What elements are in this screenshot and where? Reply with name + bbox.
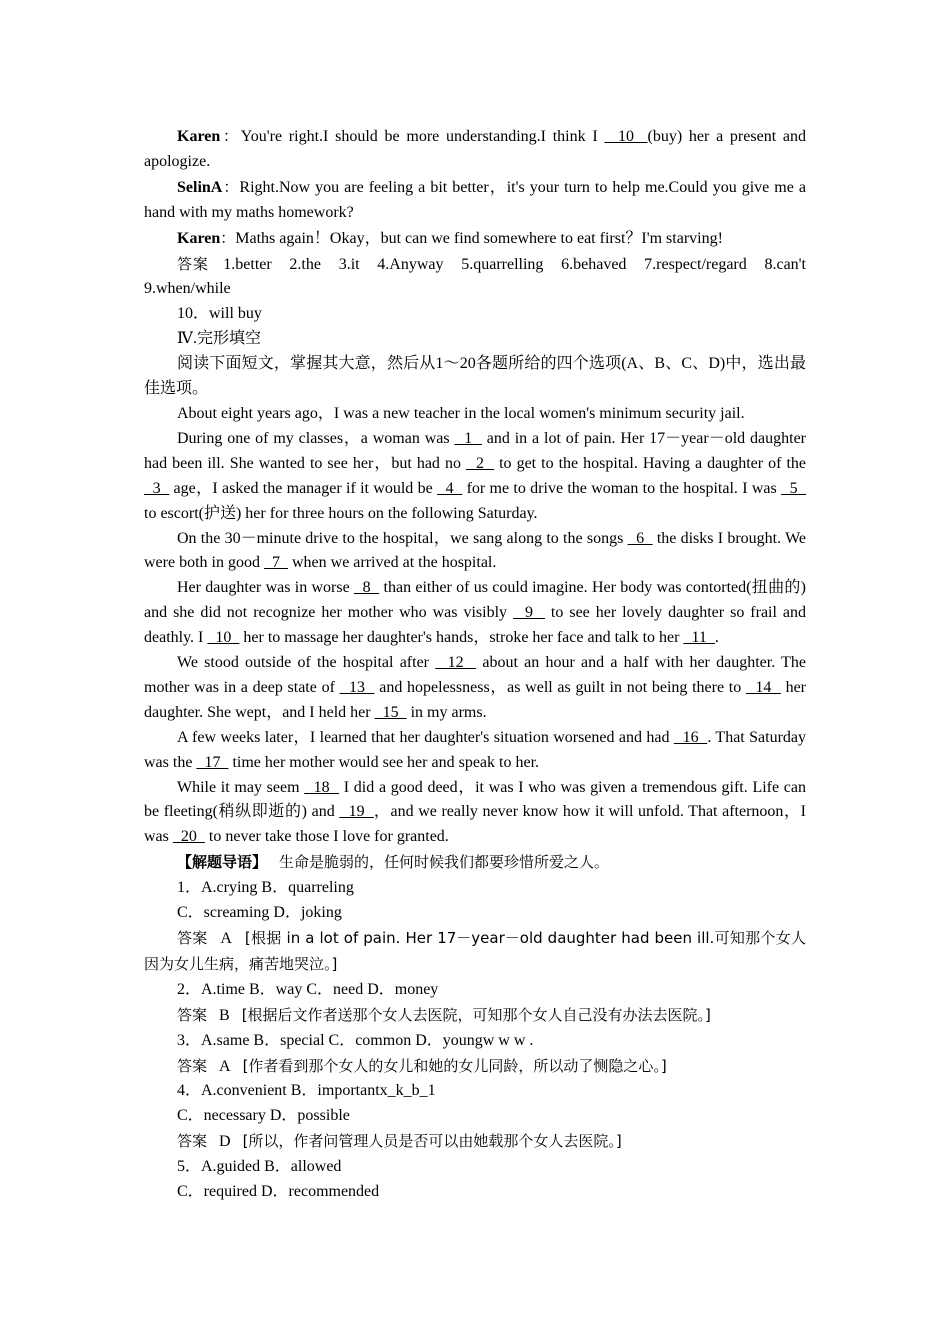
passage-text: than either of us could imagine. Her body was contorted(扭曲的) and she did not recognize her mother who was visibly	[144, 579, 807, 622]
passage-text: .	[714, 629, 719, 647]
cloze-blank: 16	[673, 728, 708, 746]
cloze-blank: 7	[263, 554, 288, 572]
answer-choice: B	[219, 1006, 230, 1024]
section-title-text: Ⅳ.完形填空	[177, 330, 261, 348]
cloze-blank: 15	[374, 703, 407, 721]
passage-paragraph	[144, 651, 806, 726]
dialog-text: Right.Now you are feeling a bit better，it's your turn to help me.Could you give me a hand with my maths homework?	[144, 178, 806, 221]
options-text: 4．A.convenient B．importantx_k_b_1	[177, 1082, 436, 1100]
guide-text: 生命是脆弱的，任何时候我们都要珍惜所爱之人。	[279, 853, 610, 872]
passage-text: About eight years ago，I was a new teacher in the local women's minimum security jail.	[177, 404, 745, 422]
question-options	[144, 1180, 806, 1205]
passage-text: A few weeks later，I learned that her daughter's situation worsened and had	[177, 728, 674, 746]
cloze-blank: 9	[513, 604, 545, 622]
passage-text: to never take those I love for granted.	[204, 828, 449, 846]
cloze-blank: 11	[683, 629, 715, 647]
passage-text: I did a good deed，it was I who was given a tremendous gift. Life can be fleeting(稍纵即逝的) and	[144, 778, 807, 821]
answers-line	[144, 302, 806, 327]
cloze-blank: 8	[354, 579, 380, 597]
options-text: 1．A.crying B．quarreling	[177, 879, 354, 897]
answers-text: 1.better 2.the 3.it 4.Anyway 5.quarrelling 6.behaved 7.respect/regard 8.can't 9.when/while	[144, 255, 823, 298]
options-text: 2．A.time B．way C．need D．money	[177, 980, 439, 998]
dialog-line	[144, 175, 806, 226]
passage-text: about an hour and a half with her daughter. The mother was in a deep state of	[144, 654, 807, 696]
question-answer	[144, 1054, 806, 1080]
answer-explanation: [所以，作者问管理人员是否可以由她载那个女人去医院。]	[242, 1132, 622, 1151]
answer-choice: A	[219, 1057, 231, 1075]
question-options	[144, 1155, 806, 1180]
question-options	[144, 1104, 806, 1129]
answer-explanation: [根据 in a lot of pain. Her 17－year－old daughter had been ill.可知那个女人因为女儿生病，痛苦地哭泣。]	[144, 929, 806, 973]
passage-text: While it may seem	[177, 778, 305, 796]
question-options	[144, 876, 806, 901]
passage-text: to get to the hospital. Having a daughter of the	[494, 454, 807, 472]
speaker-separator: ：	[220, 228, 236, 247]
question-options	[144, 978, 806, 1003]
speaker-name: SelinA	[177, 178, 223, 196]
question-options	[144, 1029, 806, 1054]
passage-text: to see her lovely daughter so frail and deathly. I	[144, 604, 807, 647]
section-title	[144, 327, 806, 352]
answers-label: 答案	[177, 254, 209, 273]
guide-line	[144, 850, 806, 876]
passage-text: On the 30－minute drive to the hospital，we sang along to the songs	[177, 529, 628, 547]
dialog-text: (buy) her a present and apologize.	[144, 128, 806, 170]
answers-label: 答案	[177, 929, 208, 947]
answer-choice: A	[220, 930, 232, 947]
passage-paragraph	[144, 402, 806, 427]
answers-line	[144, 252, 823, 303]
passage-text: Her daughter was in worse	[177, 579, 355, 597]
passage-paragraph	[144, 576, 806, 651]
passage-text: . That Saturday was the	[144, 728, 806, 771]
cloze-blank: 4	[437, 479, 463, 497]
options-text: 3．A.same B．special C．common D．youngw w w .	[177, 1031, 534, 1049]
document-page	[144, 124, 823, 1205]
cloze-blank: 13	[339, 678, 375, 696]
cloze-blank: 17	[196, 753, 229, 771]
options-text: C．required D．recommended	[177, 1183, 380, 1201]
cloze-blank: 19	[339, 803, 374, 821]
passage-paragraph	[144, 726, 806, 776]
dialog-text: Maths again！Okay，but can we find somewhere to eat first？I'm starving!	[235, 229, 723, 247]
passage-text: for me to drive the woman to the hospital. I was	[462, 479, 782, 497]
question-answer	[144, 1129, 806, 1155]
passage-text: age，I asked the manager if it would be	[169, 479, 438, 497]
passage-text: During one of my classes，a woman was	[177, 429, 455, 447]
guide-label: 【解题导语】	[177, 853, 268, 872]
dialog-text: You're right.I should be more understanding.I think I	[240, 128, 605, 145]
cloze-blank: 1	[454, 429, 482, 447]
passage-text: and hopelessness，as well as guilt in not being there to	[374, 678, 746, 696]
cloze-blank: 18	[304, 778, 340, 796]
options-text: C．screaming D．joking	[177, 904, 342, 922]
question-answer	[144, 1003, 806, 1029]
passage-text: ，and we really never know how it will unfold. That afternoon，I was	[144, 803, 806, 846]
passage-text: when we arrived at the hospital.	[287, 554, 497, 572]
answers-label: 答案	[177, 1056, 208, 1075]
passage-text: We stood outside of the hospital after	[177, 654, 436, 672]
cloze-blank: 10	[207, 629, 240, 647]
answer-explanation: [根据后文作者送那个女人去医院，可知那个女人自己没有办法去医院。]	[241, 1005, 711, 1024]
passage-paragraph	[144, 776, 806, 851]
passage-text: in my arms.	[406, 703, 487, 721]
cloze-blank: 12	[435, 654, 477, 672]
passage-text: to escort(护送) her for three hours on the following Saturday.	[144, 504, 538, 522]
speaker-name: Karen	[177, 128, 221, 145]
passage-text: time her mother would see her and speak to her.	[228, 753, 540, 771]
passage-text: her to massage her daughter's hands，stroke her face and talk to her	[239, 629, 684, 647]
passage-paragraph	[144, 427, 806, 527]
answer-explanation: [作者看到那个女人的女儿和她的女儿同龄，所以动了恻隐之心。]	[242, 1056, 667, 1075]
passage-text: her daughter. She wept，and I held her	[144, 678, 807, 721]
answer-blank: 10	[604, 128, 648, 145]
answers-label: 答案	[177, 1132, 208, 1151]
cloze-blank: 20	[172, 828, 205, 846]
instruction-text: 阅读下面短文，掌握其大意，然后从1～20各题所给的四个选项(A、B、C、D)中，选出最佳选项。	[144, 355, 806, 398]
dialog-line	[144, 226, 806, 252]
cloze-blank: 6	[627, 529, 653, 547]
cloze-blank: 14	[745, 678, 781, 696]
passage-paragraph	[144, 527, 806, 577]
dialog-line	[144, 124, 806, 175]
passage-text: the disks I brought. We were both in good	[144, 529, 806, 572]
question-answer	[144, 926, 806, 978]
cloze-blank: 3	[144, 479, 170, 497]
answers-label: 答案	[177, 1005, 208, 1024]
speaker-name: Karen	[177, 229, 221, 247]
question-options	[144, 901, 806, 926]
question-options	[144, 1079, 806, 1104]
options-text: C．necessary D．possible	[177, 1107, 350, 1125]
passage-text: and in a lot of pain. Her 17－year－old daughter had been ill. She wanted to see her，but had no	[144, 429, 806, 472]
answer-choice: D	[219, 1133, 231, 1151]
speaker-separator: ：	[222, 177, 240, 196]
cloze-blank: 2	[465, 454, 495, 472]
cloze-blank: 5	[781, 479, 806, 497]
speaker-separator: ：	[220, 127, 241, 145]
options-text: 5．A.guided B．allowed	[177, 1158, 342, 1176]
instruction	[144, 352, 806, 402]
answers-text: 10．will buy	[177, 305, 262, 323]
